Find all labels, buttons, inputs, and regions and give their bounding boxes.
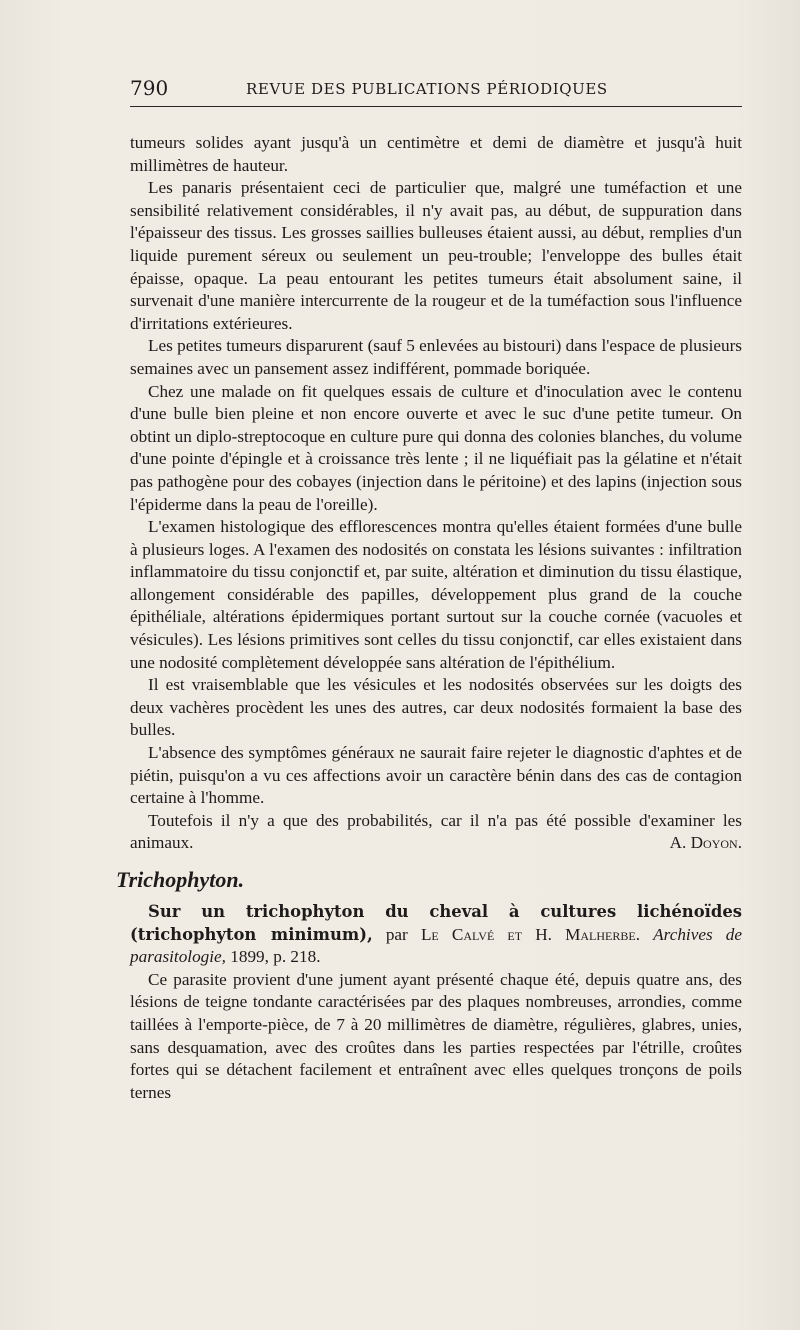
paragraph-4: Chez une malade on fit quelques essais de culture et d'inoculation avec le contenu d'une bulle bien pleine et non encore ouverte et avec le suc d'une petite tumeur. On obtint un diplo-streptocoque en culture pure qui donna des colonies blanches, du volume d'une pointe d'épingle et à croissance très lente ; il ne liquéfiait pas la gélatine et n'était pas pathogène pour des cobayes (injection dans le péritoine) et des lapins (injection sous l'épiderme dans la peau de l'oreille). (130, 381, 742, 514)
paragraph-5: L'examen histologique des efflorescences montra qu'elles étaient formées d'une bulle à plusieurs loges. A l'examen des nodosités on constata les lésions suivantes : infiltration inflammatoire du tissu conjonctif et, par suite, altération et diminution du tissu élastique, allongement considérable des papilles, développement plus grand de la couche épithéliale, altérations épidermiques portant surtout sur la couche cornée (vacuoles et vésicules). Les lésions primitives sont celles du tissu conjonctif, car elles existaient dans une nodosité complètement développée sans altération de l'épithélium. (130, 517, 742, 672)
paragraph-2: Les panaris présentaient ceci de particulier que, malgré une tuméfaction et une sensibilité relativement considérables, il n'y avait pas, au début, de suppuration dans l'épaisseur des tissus. Les grosses saillies bulleuses étaient aussi, au début, remplies d'un liquide purement séreux ou seulement un peu-trouble; l'enveloppe des bulles était épaisse, opaque. La peau entourant les petites tumeurs était absolument saine, il survenait d'une manière intercurrente de la rougeur et de la tuméfaction sous l'influence d'irritations extérieures. (130, 178, 742, 333)
review-signature: A. Doyon. (669, 833, 742, 853)
journal-name: Archives de parasitologie, (130, 924, 743, 967)
article-authors: Le Calvé et H. Malherbe. (420, 924, 640, 944)
citation-details: 1899, p. 218. (225, 947, 321, 967)
paragraph-6: Il est vraisemblable que les vésicules et les nodosités observées sur les doigts des deux vachères procèdent les unes des autres, car deux nodosités formaient la base des bulles. (130, 675, 742, 740)
article-by: par (372, 924, 421, 944)
closing-text: Toutefois il n'y a que des probabilités, car il n'a pas été possible d'examiner les animaux. (130, 810, 742, 853)
section-title: Trichophyton. (116, 867, 245, 892)
paragraph-1: tumeurs solides ayant jusqu'à un centimètre et demi de diamètre et jusqu'à huit millimètres de hauteur. (130, 133, 742, 175)
page-body (116, 132, 743, 1104)
running-title: REVUE DES PUBLICATIONS PÉRIODIQUES (246, 80, 608, 98)
closing-paragraph (130, 810, 742, 855)
article-reference (130, 901, 742, 969)
paragraph-3: Les petites tumeurs disparurent (sauf 5 enlevées au bistouri) dans l'espace de plusieurs semaines avec un pansement assez indifférent, pommade boriquée. (130, 336, 742, 378)
paragraph-7: L'absence des symptômes généraux ne saurait faire rejeter le diagnostic d'aphtes et de piétin, puisqu'on a vu ces affections avoir un caractère bénin dans des cas de contagion certaine à l'homme. (130, 743, 742, 808)
page-header (130, 72, 742, 107)
article-title: Sur un trichophyton du cheval à cultures lichénoïdes (trichophyton minimum), (130, 902, 742, 944)
page-number: 790 (130, 76, 169, 100)
paragraph-final: Ce parasite provient d'une jument ayant présenté chaque été, depuis quatre ans, des lésions de teigne tondante caractérisées par des plaques nombreuses, arrondies, comme taillées à l'emporte-pièce, de 7 à 20 millimètres de diamètre, régulières, glabres, unies, sans desquamation, avec des croûtes dans les parties respectées par l'étrille, croûtes fortes qui se détachent facilement et entraînent avec elles quelques tronçons de poils ternes (130, 969, 742, 1102)
